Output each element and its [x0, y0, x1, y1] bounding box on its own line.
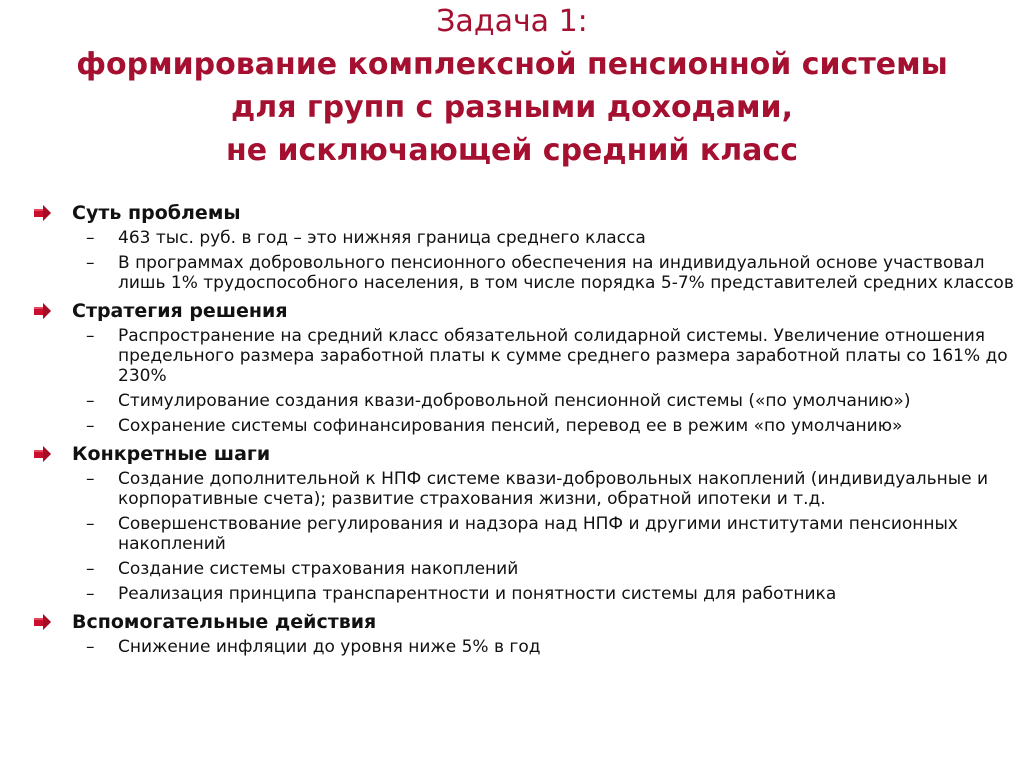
section-heading	[34, 298, 1016, 326]
list-item	[34, 228, 1016, 248]
list-item	[34, 391, 1016, 411]
item-text: В программах добровольного пенсионного обеспечения на индивидуальной основе участвовал лишь 1% трудоспособного населения, в том числе порядка 5-7% представителей средних классов	[118, 253, 1014, 293]
dash-marker: –	[86, 584, 95, 604]
item-list	[34, 637, 1016, 657]
list-item	[34, 637, 1016, 657]
dash-marker: –	[86, 637, 95, 657]
list-item	[34, 326, 1016, 386]
dash-marker: –	[86, 559, 95, 579]
section-heading	[34, 609, 1016, 637]
section-heading-text: Вспомогательные действия	[72, 611, 377, 633]
item-text: Распространение на средний класс обязательной солидарной системы. Увеличение отношения предельного размера заработной платы к сумме среднего размера заработной платы со 161% до 230%	[118, 326, 1008, 386]
item-text: Создание системы страхования накоплений	[118, 559, 519, 579]
section-heading	[34, 441, 1016, 469]
section-problem	[34, 200, 1016, 293]
dash-marker: –	[86, 391, 95, 411]
dash-marker: –	[86, 514, 95, 534]
title-line-2: формирование комплексной пенсионной системы	[76, 47, 948, 82]
item-text: Совершенствование регулирования и надзора над НПФ и другими институтами пенсионных накоплений	[118, 514, 958, 554]
red-arrow-icon	[34, 205, 56, 221]
item-text: Сохранение системы софинансирования пенсий, перевод ее в режим «по умолчанию»	[118, 416, 903, 436]
list-item	[34, 469, 1016, 509]
dash-marker: –	[86, 416, 95, 436]
slide-title	[0, 0, 1024, 172]
dash-marker: –	[86, 326, 95, 346]
item-list	[34, 228, 1016, 293]
item-text: Стимулирование создания квази-добровольной пенсионной системы («по умолчанию»)	[118, 391, 911, 411]
dash-marker: –	[86, 228, 95, 248]
dash-marker: –	[86, 253, 95, 273]
title-line-1: Задача 1:	[436, 4, 588, 39]
list-item	[34, 416, 1016, 436]
red-arrow-icon	[34, 614, 56, 630]
red-arrow-icon	[34, 303, 56, 319]
section-heading-text: Конкретные шаги	[72, 443, 271, 465]
slide-content	[34, 200, 1016, 662]
list-item	[34, 514, 1016, 554]
section-strategy	[34, 298, 1016, 436]
section-heading-text: Стратегия решения	[72, 300, 288, 322]
item-text: 463 тыс. руб. в год – это нижняя граница среднего класса	[118, 228, 646, 248]
list-item	[34, 559, 1016, 579]
section-steps	[34, 441, 1016, 604]
dash-marker: –	[86, 469, 95, 489]
list-item	[34, 253, 1016, 293]
item-list	[34, 469, 1016, 604]
title-line-4: не исключающей средний класс	[226, 133, 798, 168]
item-text: Создание дополнительной к НПФ системе квази-добровольных накоплений (индивидуальные и корпоративные счета); развитие страхования жизни, обратной ипотеки и т.д.	[118, 469, 989, 509]
item-text: Реализация принципа транспарентности и понятности системы для работника	[118, 584, 837, 604]
item-text: Снижение инфляции до уровня ниже 5% в год	[118, 637, 541, 657]
title-line-3: для групп с разными доходами,	[231, 90, 793, 125]
section-supporting	[34, 609, 1016, 657]
section-heading	[34, 200, 1016, 228]
red-arrow-icon	[34, 446, 56, 462]
list-item	[34, 584, 1016, 604]
section-heading-text: Суть проблемы	[72, 202, 241, 224]
item-list	[34, 326, 1016, 436]
